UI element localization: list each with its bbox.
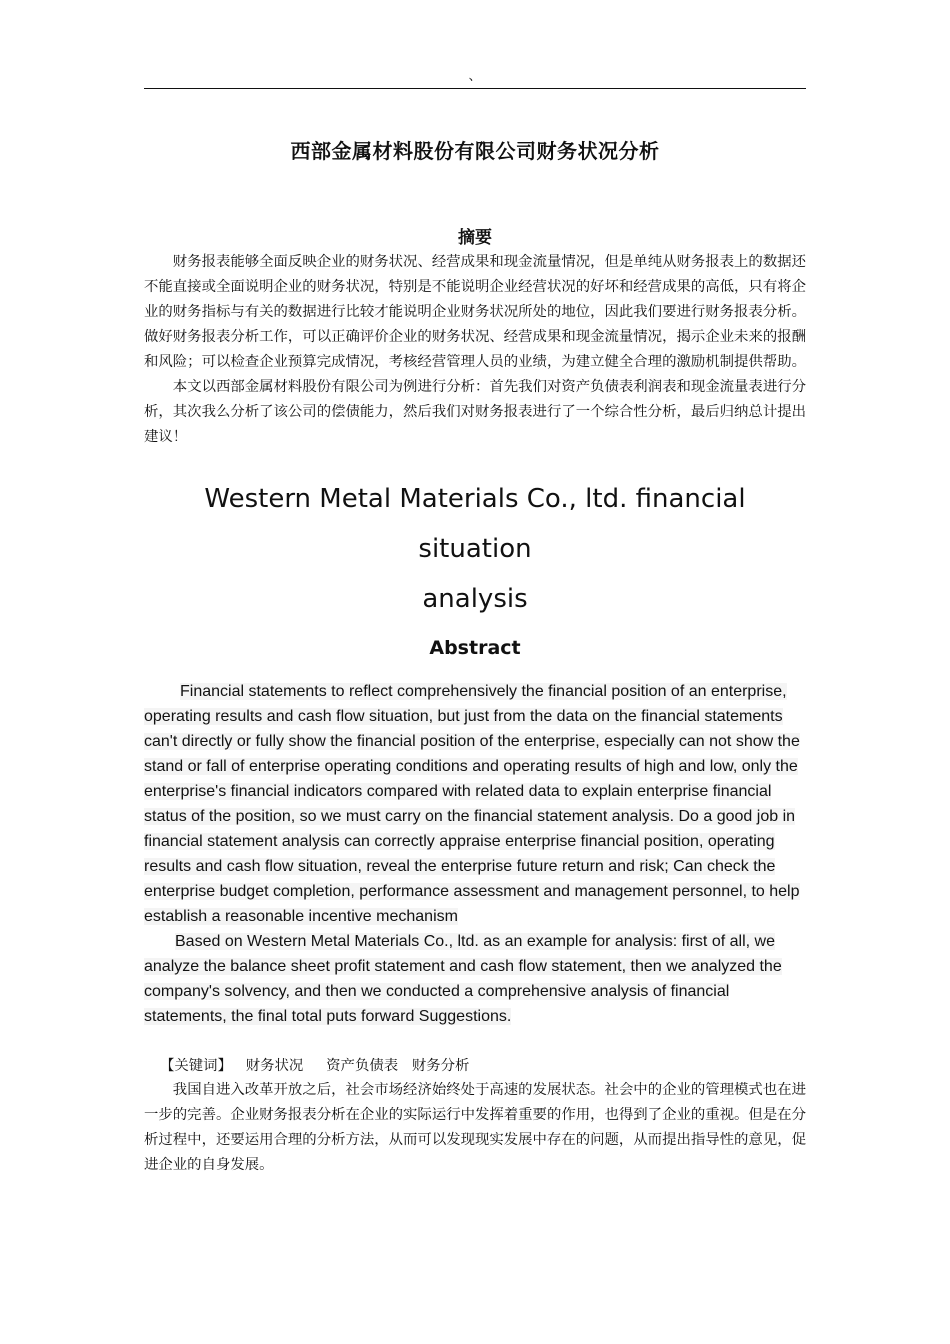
chinese-title: 西部金属材料股份有限公司财务状况分析 <box>290 139 660 163</box>
keyword-item: 财务分析 <box>411 1058 470 1074</box>
english-title-line-1: Western Metal Materials Co., ltd. financial situation <box>204 484 746 564</box>
english-title <box>144 474 806 624</box>
english-abstract-paragraph <box>144 929 806 1029</box>
introduction-body <box>144 1078 806 1178</box>
header-mark: 、 <box>468 69 482 84</box>
english-abstract-paragraph <box>144 679 806 929</box>
english-abstract-heading: Abstract <box>429 637 521 659</box>
english-abstract-body <box>144 679 806 1029</box>
chinese-abstract-heading: 摘要 <box>458 228 492 248</box>
english-title-line-2: analysis <box>422 584 528 614</box>
header-rule <box>144 88 806 89</box>
chinese-abstract-paragraph: 财务报表能够全面反映企业的财务状况、经营成果和现金流量情况，但是单纯从财务报表上的数据还不能直接或全面说明企业的财务状况，特别是不能说明企业经营状况的好坏和经营成果的高低，只有将企业的财务指标与有关的数据进行比较才能说明企业财务状况所处的地位，因此我们要进行财务报表分析。做好财务报表分析工作，可以正确评价企业的财务状况、经营成果和现金流量情况，揭示企业未来的报酬和风险；可以检查企业预算完成情况，考核经营管理人员的业绩，为建立健全合理的激励机制提供帮助。 <box>144 254 806 370</box>
chinese-abstract-body <box>144 250 806 450</box>
keyword-item: 资产负债表 <box>326 1058 399 1074</box>
keyword-item: 财务状况 <box>245 1058 304 1074</box>
english-abstract-text: Based on Western Metal Materials Co., ltd. as an example for analysis: first of all, we analyze the balance sheet profit statement and cash flow statement, then we analyzed the company's solvency, and then we conducted a comprehensive analysis of financial statements, the final total puts forward Suggestions. <box>144 933 782 1025</box>
keywords-label: 【关键词】 <box>160 1058 232 1074</box>
english-abstract-text: Financial statements to reflect comprehensively the financial position of an enterprise, operating results and cash flow situation, but just from the data on the financial statements can't directly or fully show the financial position of the enterprise, especially can not show the stand or fall of enterprise operating conditions and operating results of high and low, only the enterprise's financial indicators compared with related data to explain enterprise financial status of the position, so we must carry on the financial statement analysis. Do a good job in financial statement analysis can correctly appraise enterprise financial position, operating results and cash flow situation, reveal the enterprise future return and risk; Can check the enterprise budget completion, performance assessment and management personnel, to help establish a reasonable incentive mechanism <box>144 683 800 925</box>
chinese-abstract-paragraph: 本文以西部金属材料股份有限公司为例进行分析：首先我们对资产负债表利润表和现金流量表进行分析，其次我么分析了该公司的偿债能力，然后我们对财务报表进行了一个综合性分析，最后归纳总计提出建议！ <box>144 379 806 445</box>
introduction-paragraph: 我国自进入改革开放之后，社会市场经济始终处于高速的发展状态。社会中的企业的管理模式也在进一步的完善。企业财务报表分析在企业的实际运行中发挥着重要的作用，也得到了企业的重视。但是在分析过程中，还要运用合理的分析方法，从而可以发现现实发展中存在的问题，从而提出指导性的意见，促进企业的自身发展。 <box>144 1082 806 1173</box>
keywords-line <box>160 1054 806 1079</box>
